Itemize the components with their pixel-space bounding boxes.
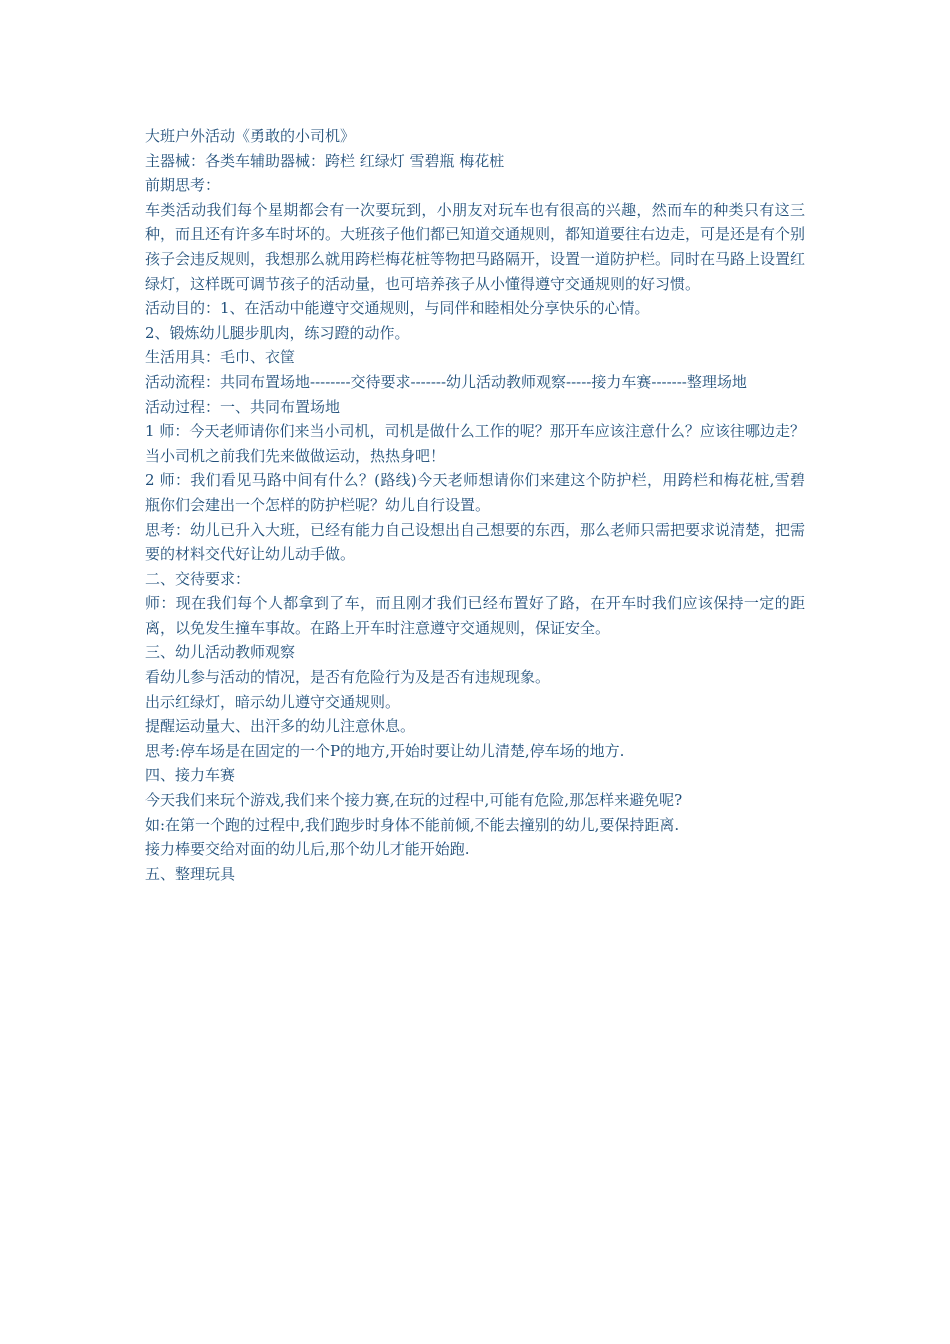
document-body — [145, 124, 805, 886]
process-step-1: 1 师：今天老师请你们来当小司机，司机是做什么工作的呢？那开车应该注意什么？应该往哪边走？当小司机之前我们先来做做运动，热热身吧！ — [145, 422, 805, 465]
relay-line-1: 今天我们来玩个游戏,我们来个接力赛,在玩的过程中,可能有危险,那怎样来避免呢? — [145, 791, 683, 810]
document-title: 大班户外活动《勇敢的小司机》 — [145, 127, 356, 145]
reflection-paragraph-1: 思考：幼儿已升入大班，已经有能力自己设想出自己想要的东西，那么老师只需把要求说清楚，把需要的材料交代好让幼儿动手做。 — [145, 520, 806, 564]
section-heading-observation: 三、幼儿活动教师观察 — [145, 643, 296, 662]
section-heading-relay: 四、接力车赛 — [145, 766, 236, 785]
observation-line-3: 提醒运动量大、出汗多的幼儿注意休息。 — [145, 717, 416, 736]
reflection-paragraph-2: 思考:停车场是在固定的一个P的地方,开始时要让幼儿清楚,停车场的地方. — [145, 741, 625, 760]
preliminary-paragraph: 车类活动我们每个星期都会有一次要玩到，小朋友对玩车也有很高的兴趣，然而车的种类只有这三种，而且还有许多车时坏的。大班孩子他们都已知道交通规则，都知道要往右边走，可是还是有个别孩子会违反规则，我想那么就用跨栏梅花桩等物把马路隔开，设置一道防护栏。同时在马路上设置红绿灯，这样既可调节孩子的活动量，也可培养孩子从小懂得遵守交通规则的好习惯。 — [145, 200, 806, 293]
equipment-line: 主器械：各类车辅助器械：跨栏 红绿灯 雪碧瓶 梅花桩 — [145, 151, 505, 170]
observation-line-1: 看幼儿参与活动的情况，是否有危险行为及是否有违规现象。 — [145, 668, 551, 687]
section-heading-process: 活动过程：一、共同布置场地 — [145, 397, 341, 416]
supplies-line: 生活用具：毛巾、衣筐 — [145, 348, 296, 367]
goal-line-1: 活动目的：1、在活动中能遵守交通规则，与同伴和睦相处分享快乐的心情。 — [145, 299, 650, 318]
section-heading-cleanup: 五、整理玩具 — [145, 864, 236, 883]
relay-line-3: 接力棒要交给对面的幼儿后,那个幼儿才能开始跑. — [145, 840, 470, 859]
process-step-2: 2 师：我们看见马路中间有什么？(路线)今天老师想请你们来建这个防护栏，用跨栏和梅花桩,雪碧瓶你们会建出一个怎样的防护栏呢？幼儿自行设置。 — [145, 471, 805, 514]
section-heading-requirements: 二、交待要求： — [145, 569, 251, 588]
requirements-paragraph: 师：现在我们每个人都拿到了车，而且刚才我们已经布置好了路，在开车时我们应该保持一定的距离，以免发生撞车事故。在路上开车时注意遵守交通规则，保证安全。 — [145, 594, 805, 637]
process-flow-line: 活动流程：共同布置场地--------交待要求-------幼儿活动教师观察-----接力车赛-------整理场地 — [145, 372, 747, 391]
goal-line-2: 2、锻炼幼儿腿步肌肉，练习蹬的动作。 — [145, 323, 410, 342]
section-heading-preliminary: 前期思考： — [145, 176, 221, 195]
observation-line-2: 出示红绿灯，暗示幼儿遵守交通规则。 — [145, 692, 401, 711]
relay-line-2: 如:在第一个跑的过程中,我们跑步时身体不能前倾,不能去撞别的幼儿,要保持距离. — [145, 815, 680, 834]
